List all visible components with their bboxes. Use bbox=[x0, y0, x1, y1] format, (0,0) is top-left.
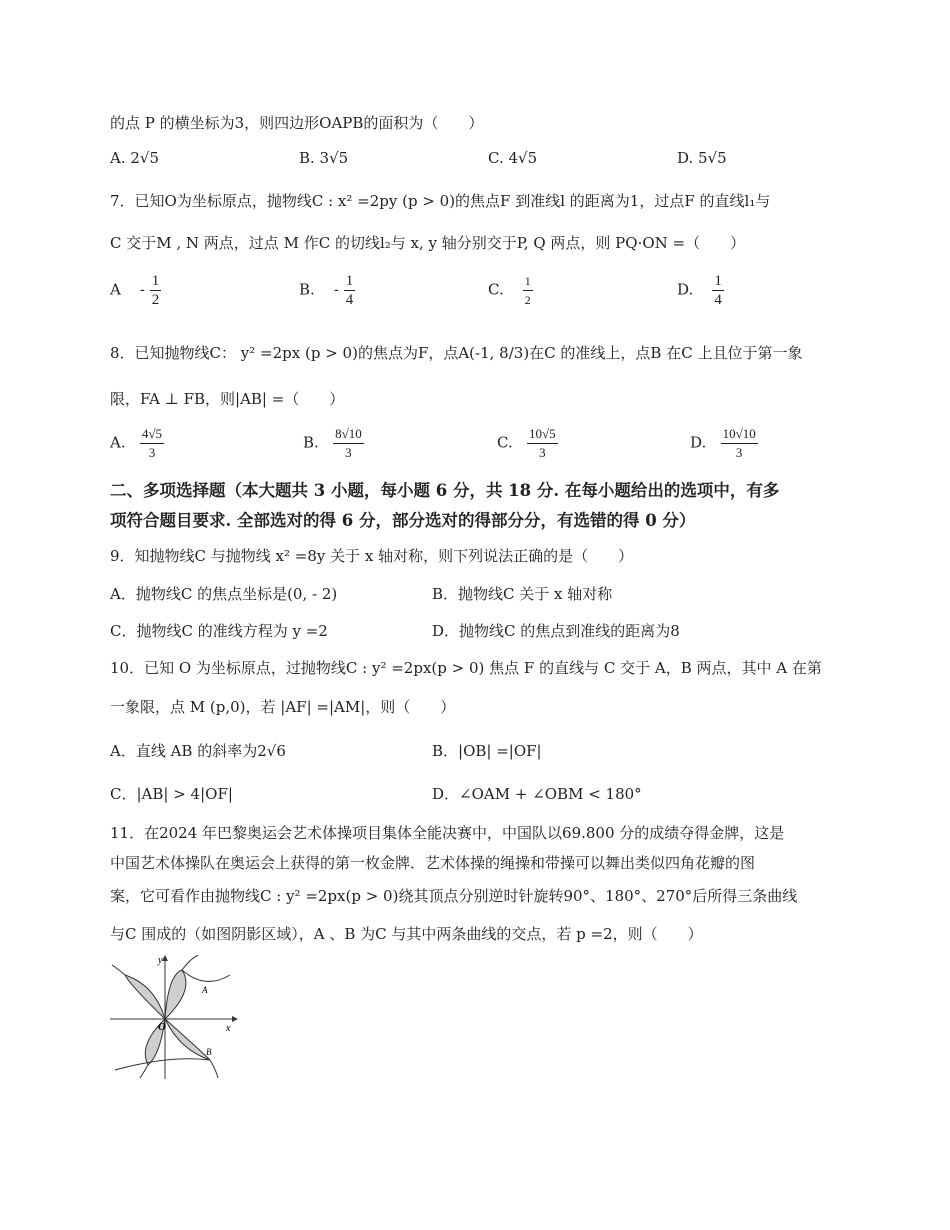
q8-option-d[interactable] bbox=[690, 425, 758, 462]
q9-stem: 9．知抛物线C 与抛物线 x² =8y 关于 x 轴对称，则下列说法正确的是（ ） bbox=[110, 547, 634, 565]
q10-stem-line1: 10．已知 O 为坐标原点，过抛物线C : y² =2px(p > 0) 焦点 F 的直线与 C 交于 A，B 两点，其中 A 在第 bbox=[110, 659, 822, 677]
option-sign: - bbox=[139, 280, 145, 299]
petal-figure-svg bbox=[110, 955, 240, 1080]
y-axis-arrow bbox=[162, 955, 168, 961]
q10-option-a[interactable]: A．直线 AB 的斜率为2√6 bbox=[110, 742, 286, 760]
option-label: D. bbox=[677, 280, 694, 299]
q9-option-d[interactable]: D．抛物线C 的焦点到准线的距离为8 bbox=[432, 622, 680, 640]
origin-label: O bbox=[158, 1021, 166, 1033]
curve-line-5 bbox=[182, 970, 230, 981]
option-label: D. bbox=[690, 433, 707, 452]
curve-line-1 bbox=[182, 955, 198, 970]
y-axis-label: y bbox=[158, 955, 163, 966]
q8-option-a[interactable] bbox=[110, 425, 164, 462]
option-fraction: $\frac{10√10}{3}$ bbox=[722, 426, 756, 460]
q11-stem-line4: 与C 围成的（如图阴影区域），A 、B 为C 与其中两条曲线的交点，若 p =2，则（ ） bbox=[110, 925, 703, 943]
option-label: A bbox=[110, 280, 121, 299]
q8-option-c[interactable] bbox=[497, 425, 558, 462]
q11-stem-line2: 中国艺术体操队在奥运会上获得的第一枚金牌．艺术体操的绳操和带操可以舞出类似四角花瓣的图 bbox=[110, 854, 756, 872]
option-label: A. bbox=[110, 433, 126, 452]
curve-line-6 bbox=[115, 1059, 210, 1070]
petal-upper-left bbox=[125, 975, 165, 1019]
option-label: B. bbox=[303, 433, 319, 452]
petal-upper-right bbox=[165, 970, 186, 1019]
q9-option-a[interactable]: A．抛物线C 的焦点坐标是(0, - 2) bbox=[110, 585, 338, 603]
q6-option-b[interactable]: B. 3√5 bbox=[299, 149, 349, 167]
option-fraction: $\frac{1}{4}$ bbox=[714, 273, 722, 308]
option-fraction: $\frac{1}{4}$ bbox=[345, 273, 354, 308]
q6-option-c[interactable]: C. 4√5 bbox=[488, 149, 538, 167]
q6-option-d[interactable]: D. 5√5 bbox=[677, 149, 727, 167]
q8-stem-line2: 限，FA ⊥ FB，则|AB| =（ ） bbox=[110, 390, 345, 408]
option-fraction: $\frac{1}{2}$ bbox=[151, 273, 160, 308]
q10-option-c[interactable]: C．|AB| > 4|OF| bbox=[110, 785, 233, 803]
q7-option-c[interactable] bbox=[488, 272, 533, 309]
section-heading-line2: 项符合题目要求. 全部选对的得 6 分，部分选对的得部分分，有选错的得 0 分） bbox=[110, 511, 696, 530]
curve-line-3 bbox=[140, 1065, 148, 1078]
q8-option-b[interactable] bbox=[303, 425, 364, 462]
q7-option-d[interactable] bbox=[677, 272, 724, 309]
option-fraction: $\frac{1}{2}$ bbox=[524, 274, 531, 307]
q6-stem-tail: 的点 P 的横坐标为3，则四边形OAPB的面积为（ ） bbox=[110, 114, 484, 132]
q10-option-d[interactable]: D．∠OAM + ∠OBM < 180° bbox=[432, 785, 642, 803]
q7-stem-line1: 7．已知O为坐标原点，抛物线C : x² =2py (p > 0)的焦点F 到准线l 的距离为1，过点F 的直线l₁与 bbox=[110, 192, 771, 210]
q8-stem-line1: 8．已知抛物线C： y² =2px (p > 0)的焦点为F，点A(-1, 8/3)在C 的准线上，点B 在C 上且位于第一象 bbox=[110, 344, 803, 362]
section-heading-line1: 二、多项选择题（本大题共 3 小题，每小题 6 分，共 18 分. 在每小题给出的选项中，有多 bbox=[110, 481, 780, 500]
x-axis-label: x bbox=[226, 1023, 231, 1034]
curve-line-4 bbox=[210, 1060, 218, 1078]
option-fraction: $\frac{4√5}{3}$ bbox=[141, 426, 163, 460]
q10-option-b[interactable]: B．|OB| =|OF| bbox=[432, 742, 542, 760]
q6-option-a[interactable]: A. 2√5 bbox=[110, 149, 160, 167]
option-sign: - bbox=[333, 280, 339, 299]
q7-option-a[interactable] bbox=[110, 272, 161, 309]
q10-stem-line2: 一象限，点 M (p,0)，若 |AF| =|AM|，则（ ） bbox=[110, 698, 456, 716]
point-a-label: A bbox=[202, 985, 208, 995]
point-b-label: B bbox=[206, 1047, 212, 1057]
option-fraction: $\frac{10√5}{3}$ bbox=[529, 426, 556, 460]
petal-figure bbox=[110, 955, 240, 1084]
q9-option-c[interactable]: C．抛物线C 的准线方程为 y =2 bbox=[110, 622, 328, 640]
option-label: C. bbox=[497, 433, 513, 452]
option-fraction: $\frac{8√10}{3}$ bbox=[335, 426, 362, 460]
x-axis-arrow bbox=[232, 1016, 238, 1022]
curve-line-2 bbox=[112, 965, 125, 975]
q9-option-b[interactable]: B．抛物线C 关于 x 轴对称 bbox=[432, 585, 613, 603]
option-label: B. bbox=[299, 280, 315, 299]
option-label: C. bbox=[488, 280, 504, 299]
q7-stem-line2: C 交于M , N 两点，过点 M 作C 的切线l₂与 x, y 轴分别交于P, Q 两点，则 PQ·ON =（ ） bbox=[110, 234, 746, 252]
q11-stem-line3: 案，它可看作由抛物线C : y² =2px(p > 0)绕其顶点分别逆时针旋转90°、180°、270°后所得三条曲线 bbox=[110, 887, 798, 905]
petal-lower-right bbox=[165, 1019, 210, 1060]
q11-stem-line1: 11．在2024 年巴黎奥运会艺术体操项目集体全能决赛中，中国队以69.800 分的成绩夺得金牌，这是 bbox=[110, 824, 785, 842]
q7-option-b[interactable] bbox=[299, 272, 355, 309]
